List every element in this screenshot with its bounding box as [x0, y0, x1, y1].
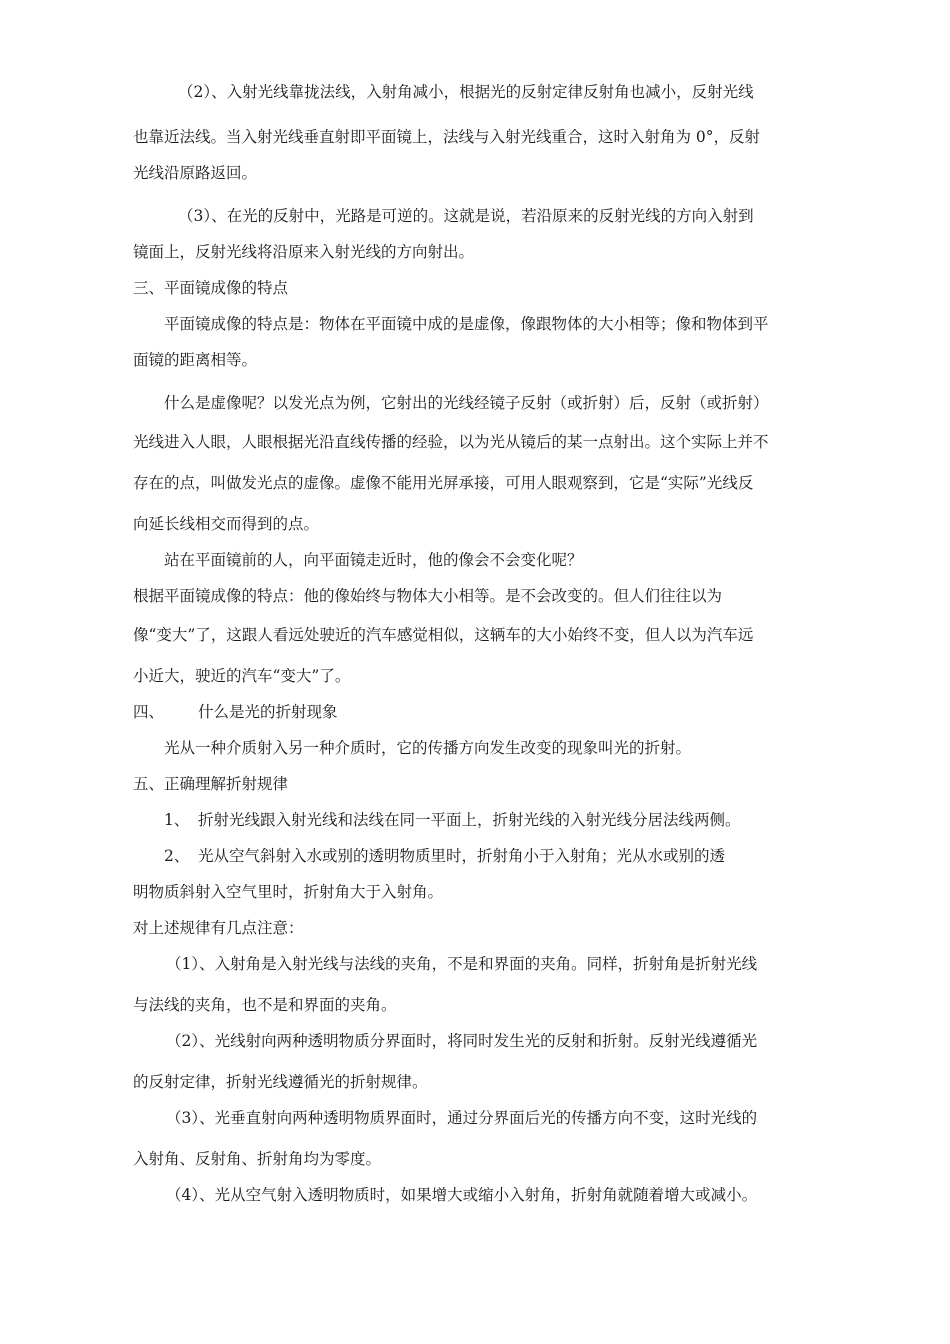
paragraph-line: （1）、入射角是入射光线与法线的夹角，不是和界面的夹角。同样，折射角是折射光线 — [166, 955, 758, 973]
paragraph-line: 什么是虚像呢？以发光点为例，它射出的光线经镜子反射（或折射）后，反射（或折射） — [164, 394, 769, 412]
paragraph-line: （3）、在光的反射中，光路是可逆的。这就是说，若沿原来的反射光线的方向入射到 — [178, 207, 754, 225]
paragraph-line: 也靠近法线。当入射光线垂直射即平面镜上，法线与入射光线重合，这时入射角为 0°，反射 — [133, 128, 761, 146]
paragraph-line: 与法线的夹角，也不是和界面的夹角。 — [133, 996, 397, 1014]
list-item-text: 光从空气斜射入水或别的透明物质里时，折射角小于入射角；光从水或别的透 — [198, 847, 726, 865]
list-item-text: 折射光线跟入射光线和法线在同一平面上，折射光线的入射光线分居法线两侧。 — [198, 811, 741, 829]
paragraph-line: 存在的点，叫做发光点的虚像。虚像不能用光屏承接，可用人眼观察到，它是“实际”光线反 — [133, 474, 754, 492]
paragraph-line: （3）、光垂直射向两种透明物质界面时，通过分界面后光的传播方向不变，这时光线的 — [166, 1109, 758, 1127]
section-heading: 什么是光的折射现象 — [198, 703, 338, 721]
paragraph-line: （2）、入射光线靠拢法线，入射角减小，根据光的反射定律反射角也减小，反射光线 — [178, 83, 754, 101]
paragraph-line: 平面镜成像的特点是：物体在平面镜中成的是虚像，像跟物体的大小相等；像和物体到平 — [164, 315, 769, 333]
paragraph-line: 面镜的距离相等。 — [133, 351, 258, 369]
paragraph-line: 镜面上，反射光线将沿原来入射光线的方向射出。 — [133, 243, 475, 261]
paragraph-line: 小近大，驶近的汽车“变大”了。 — [133, 667, 351, 685]
list-number: 2、 — [164, 847, 190, 865]
paragraph-line: 光线进入人眼，人眼根据光沿直线传播的经验，以为光从镜后的某一点射出。这个实际上并不 — [133, 433, 769, 451]
paragraph-line: 入射角、反射角、折射角均为零度。 — [133, 1150, 382, 1168]
paragraph-line: 向延长线相交而得到的点。 — [133, 515, 320, 533]
paragraph-line: （2）、光线射向两种透明物质分界面时，将同时发生光的反射和折射。反射光线遵循光 — [166, 1032, 758, 1050]
section-heading: 五、正确理解折射规律 — [133, 775, 289, 793]
paragraph-line: 像“变大”了，这跟人看远处驶近的汽车感觉相似，这辆车的大小始终不变，但人以为汽车远 — [133, 626, 754, 644]
paragraph-line: 光从一种介质射入另一种介质时，它的传播方向发生改变的现象叫光的折射。 — [164, 739, 692, 757]
section-heading: 三、平面镜成像的特点 — [133, 279, 289, 297]
paragraph-line: 站在平面镜前的人，向平面镜走近时，他的像会不会变化呢？ — [164, 551, 583, 569]
paragraph-line: 对上述规律有几点注意： — [133, 919, 304, 937]
paragraph-line: 根据平面镜成像的特点：他的像始终与物体大小相等。是不会改变的。但人们往往以为 — [133, 587, 723, 605]
paragraph-line: 明物质斜射入空气里时，折射角大于入射角。 — [133, 883, 444, 901]
paragraph-line: 光线沿原路返回。 — [133, 164, 258, 182]
paragraph-line: （4）、光从空气射入透明物质时，如果增大或缩小入射角，折射角就随着增大或减小。 — [166, 1186, 758, 1204]
section-heading-number: 四、 — [133, 703, 165, 721]
list-number: 1、 — [164, 811, 190, 829]
paragraph-line: 的反射定律，折射光线遵循光的折射规律。 — [133, 1073, 428, 1091]
